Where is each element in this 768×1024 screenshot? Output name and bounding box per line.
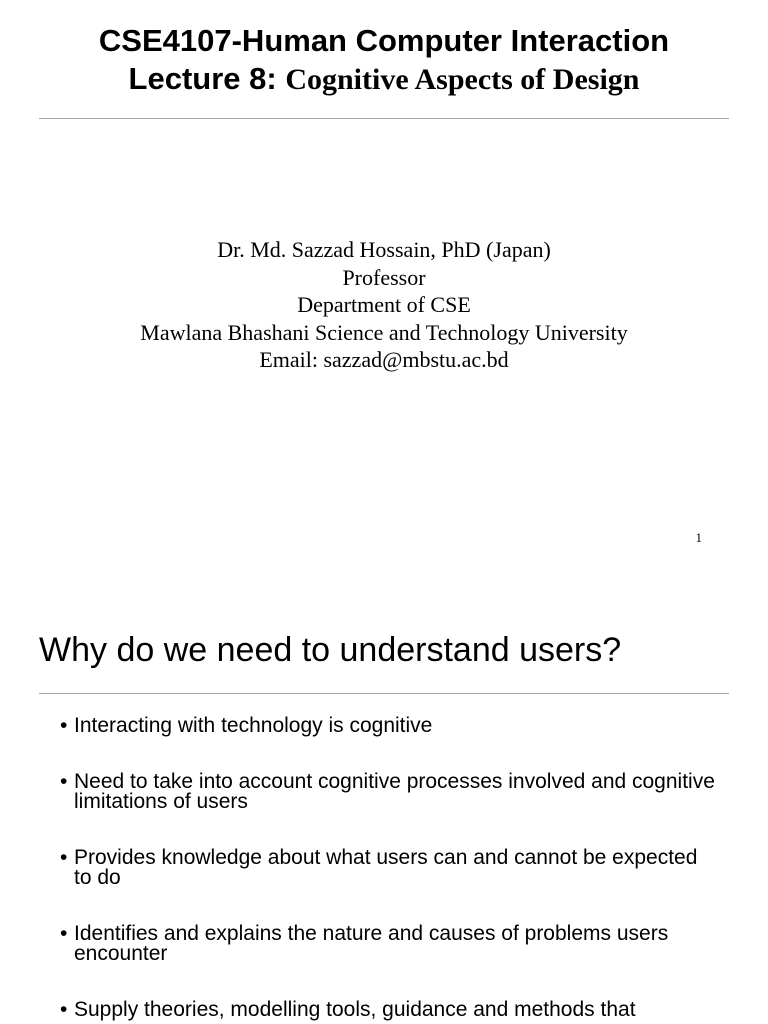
bullet-list [60, 716, 720, 1024]
author-university: Mawlana Bhashani Science and Technology University [140, 319, 628, 345]
page-number: 1 [695, 530, 702, 545]
slide-title [0, 22, 768, 99]
list-item [60, 1000, 720, 1020]
bullet-text: Interacting with technology is cognitive [74, 714, 433, 737]
list-item [60, 924, 720, 964]
author-block [0, 236, 768, 374]
lecture-topic: Cognitive Aspects of Design [285, 63, 640, 96]
bullet-icon: • [60, 998, 68, 1021]
title-divider [39, 118, 729, 119]
author-position: Professor [342, 264, 426, 290]
list-item [60, 772, 720, 812]
content-slide [0, 576, 768, 1024]
bullet-text: Provides knowledge about what users can and cannot be expected to do [74, 846, 698, 889]
heading-divider [39, 693, 729, 694]
course-title: CSE4107-Human Computer Interaction [98, 23, 670, 58]
list-item [60, 848, 720, 888]
bullet-text: Need to take into account cognitive processes involved and cognitive limitations of users [74, 770, 715, 813]
bullet-icon: • [60, 714, 68, 737]
slide-heading: Why do we need to understand users? [39, 631, 622, 669]
bullet-text: Supply theories, modelling tools, guidance and methods that [74, 998, 636, 1021]
author-name: Dr. Md. Sazzad Hossain, PhD (Japan) [217, 237, 551, 262]
lecture-number: Lecture 8: [128, 61, 286, 96]
author-email: Email: sazzad@mbstu.ac.bd [259, 347, 509, 372]
bullet-icon: • [60, 846, 68, 869]
lecture-title [0, 60, 768, 99]
bullet-icon: • [60, 770, 68, 793]
author-department: Department of CSE [297, 292, 471, 317]
list-item [60, 716, 720, 736]
bullet-text: Identifies and explains the nature and causes of problems users encounter [74, 922, 669, 965]
bullet-icon: • [60, 922, 68, 945]
